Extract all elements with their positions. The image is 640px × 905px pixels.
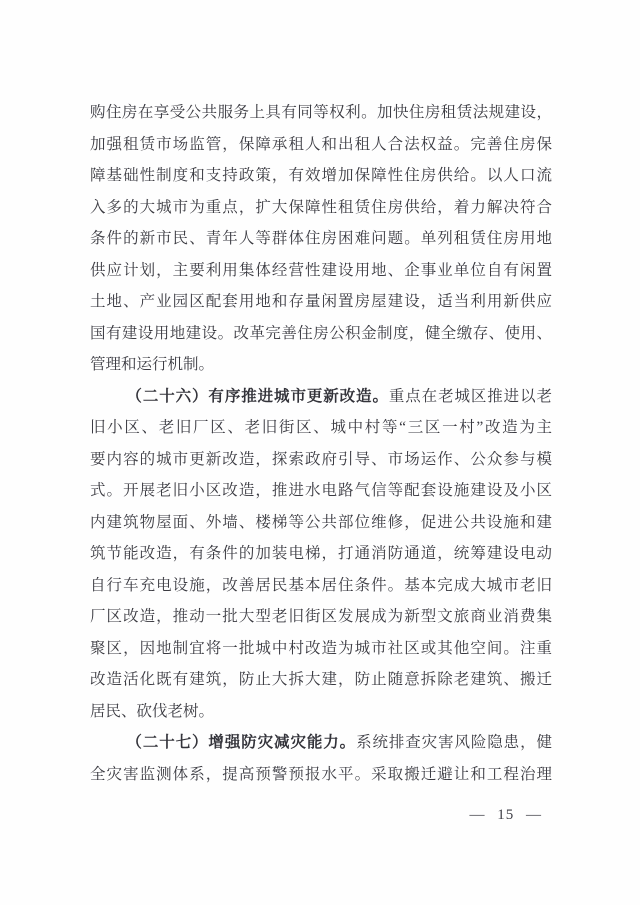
- document-line: [90, 601, 552, 633]
- document-line: [90, 664, 552, 696]
- line-text: 加强租赁市场监管，保障承租人和出租人合法权益。完善住房保: [90, 135, 552, 153]
- line-text: 障基础性制度和支持政策，有效增加保障性住房供给。以人口流: [90, 167, 552, 184]
- line-text: 管理和运行机制。: [90, 356, 215, 373]
- document-line: [90, 444, 552, 476]
- document-line: [90, 381, 552, 413]
- document-line: [90, 633, 552, 665]
- line-text: 内建筑物屋面、外墙、楼梯等公共部位维修，促进公共设施和建: [90, 513, 552, 531]
- line-text: 自行车充电设施，改善居民基本居住条件。基本完成大城市老旧: [90, 576, 552, 594]
- document-line: [90, 255, 552, 287]
- document-line: [90, 507, 552, 539]
- document-line: [90, 318, 552, 350]
- line-text: 筑节能改造，有条件的加装电梯，打通消防通道，统筹建设电动: [90, 545, 552, 562]
- document-line: [90, 759, 552, 791]
- document-line: [90, 570, 552, 602]
- document-line: [90, 223, 552, 255]
- line-text: 改造活化既有建筑，防止大拆大建，防止随意拆除老建筑、搬迁: [90, 671, 552, 688]
- document-line: [90, 97, 552, 129]
- document-line: [90, 192, 552, 224]
- document-text-block: [90, 97, 552, 790]
- line-text: 旧小区、老旧厂区、老旧街区、城中村等“三区一村”改造为主: [90, 419, 552, 436]
- line-text: 条件的新市民、青年人等群体住房困难问题。单列租赁住房用地: [90, 230, 552, 247]
- page-number: — 15 —: [469, 807, 542, 823]
- document-line: [90, 727, 552, 759]
- line-text: 厂区改造，推动一批大型老旧街区发展成为新型文旅商业消费集: [90, 608, 552, 625]
- line-text: 系统排查灾害风险隐患，健: [356, 734, 552, 751]
- line-text: 重点在老城区推进以老: [388, 387, 552, 405]
- document-line: [90, 129, 552, 161]
- line-text: 居民、砍伐老树。: [90, 702, 215, 720]
- line-text: 要内容的城市更新改造，探索政府引导、市场运作、公众参与模: [90, 450, 552, 468]
- document-line: [90, 696, 552, 728]
- line-text: 购住房在享受公共服务上具有同等权利。加快住房租赁法规建设，: [90, 104, 552, 121]
- document-line: [90, 349, 552, 381]
- document-line: [90, 475, 552, 507]
- document-line: [90, 160, 552, 192]
- line-text: 入多的大城市为重点，扩大保障性租赁住房供给，着力解决符合: [90, 198, 552, 216]
- document-line: [90, 286, 552, 318]
- line-text: 土地、产业园区配套用地和存量闲置房屋建设，适当利用新供应: [90, 293, 552, 310]
- document-line: [90, 538, 552, 570]
- section-heading: （二十七）增强防灾减灾能力。: [126, 734, 357, 751]
- line-text: 全灾害监测体系，提高预警预报水平。采取搬迁避让和工程治理: [90, 765, 552, 783]
- line-text: 国有建设用地建设。改革完善住房公积金制度，健全缴存、使用、: [90, 324, 552, 342]
- line-text: 聚区，因地制宜将一批城中村改造为城市社区或其他空间。注重: [90, 639, 552, 657]
- line-text: 供应计划，主要利用集体经营性建设用地、企事业单位自有闲置: [90, 261, 552, 279]
- section-heading: （二十六）有序推进城市更新改造。: [126, 387, 389, 405]
- document-line: [90, 412, 552, 444]
- line-text: 式。开展老旧小区改造，推进水电路气信等配套设施建设及小区: [90, 482, 552, 499]
